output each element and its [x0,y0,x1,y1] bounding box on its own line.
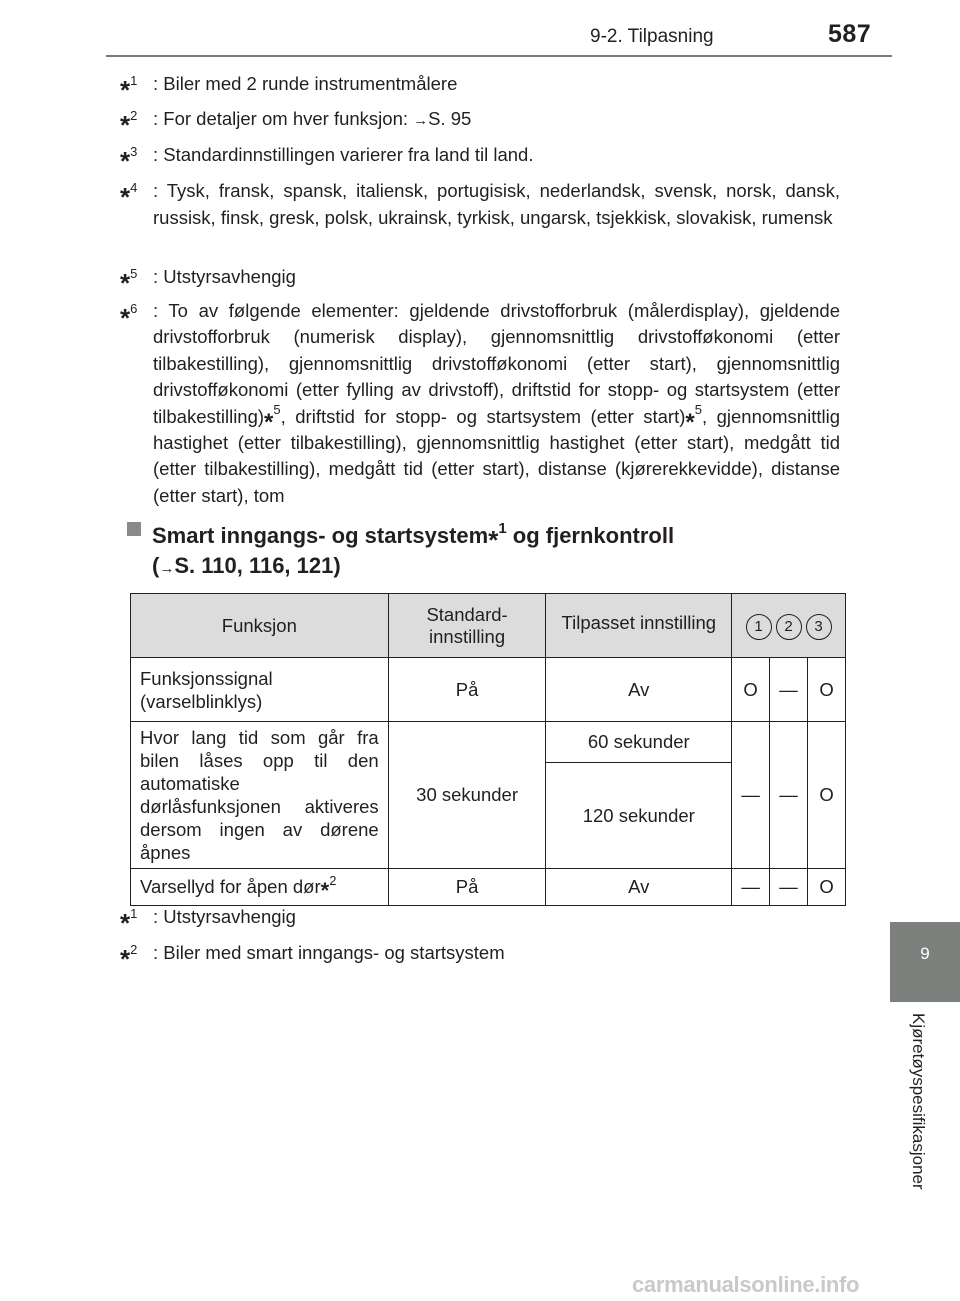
col-header-function: Funksjon [131,594,389,658]
footnote-text: : To av følgende elementer: gjeldende drivstofforbruk (målerdisplay), gjeldende drivstofforbruk (numerisk display), gjennomsnittlig drivstofføkonomi (etter tilbakestilling), gjennomsnittlig drivstofføkonomi (etter start), gjennomsnittlig drivstofføkonomi (etter fylling av drivstoff), driftstid for stopp- og startsystem (etter tilbakestilling)*$^5$, driftstid for stopp- og startsystem (etter start)*$^5$, gjennomsnittlig hastighet (etter tilbakestilling), gjennomsnittlig hastighet (etter start), medgått tid (etter tilbakestilling), medgått tid (etter start), distanse (kjørerekkevidde), distanse (etter start), tom [153,300,840,506]
watermark: carmanualsonline.info [632,1272,860,1297]
square-bullet-icon [127,522,141,536]
circled-number-1: 1 [746,614,772,640]
page-number: 587 [828,20,872,48]
footnote-text: : Utstyrsavhengig [153,906,296,927]
table-row [131,722,846,763]
footnote-2: *$^2$ : For detaljer om hver funksjon: →S. 95 [120,105,840,134]
col-header-vehicle-types [732,594,846,658]
cell-custom: Av [546,658,732,722]
cell-default: På [388,869,546,906]
page-ref-arrow-icon: → [413,112,429,129]
footnote-text: : Biler med smart inngangs- og startsystem [153,942,505,963]
cell-custom: 120 sekunder [546,763,732,869]
cell-default: På [388,658,546,722]
col-header-default: Standard- innstilling [388,594,546,658]
footnote-text: : Biler med 2 runde instrumentmålere [153,73,458,94]
footnote-6: *$^6$ : To av følgende elementer: gjeldende drivstofforbruk (målerdisplay), gjeldende drivstofforbruk (numerisk display), gjennomsnittlig drivstofføkonomi (etter tilbakestilling), gjennomsnittlig drivstofføkonomi (etter start), gjennomsnittlig drivstofføkonomi (etter fylling av drivstoff), driftstid for stopp- og startsystem (etter tilbakestilling)*$^5$, driftstid for stopp- og startsystem (etter start)*$^5$, gjennomsnittlig hastighet (etter tilbakestilling), gjennomsnittlig hastighet (etter start), medgått tid (etter tilbakestilling), medgått tid (etter start), distanse (kjørerekkevidde), distanse (etter start), tom [120,298,840,509]
cell-custom: Av [546,869,732,906]
chapter-label: Kjøretøyspesifikasjoner [909,1013,928,1190]
footnote-text: : Standardinnstillingen varierer fra land til land. [153,144,534,165]
table-footnote-1: *$^1$ : Utstyrsavhengig [120,903,840,930]
footnote-5: *$^5$ : Utstyrsavhengig [120,263,840,290]
footnote-text: : For detaljer om hver funksjon: →S. 95 [153,108,472,129]
header-section-title: 9-2. Tilpasning [590,26,714,47]
table-footnote-2: *$^2$ : Biler med smart inngangs- og startsystem [120,939,840,966]
table-row [131,869,846,906]
cell-type-1: — [732,869,770,906]
circled-number-2: 2 [776,614,802,640]
table-header-row [131,594,846,658]
page-ref-arrow-icon: → [159,560,175,577]
cell-type-3: O [808,869,846,906]
cell-type-2: — [770,722,808,869]
cell-function: Varsellyd for åpen dør*$^2$ [131,869,389,906]
cell-type-1: — [732,722,770,869]
cell-type-3: O [808,722,846,869]
cell-default: 30 sekunder [388,722,546,869]
col-header-custom: Tilpasset innstilling [546,594,732,658]
footnote-text: : Utstyrsavhengig [153,266,296,287]
cell-function: Hvor lang tid som går fra bilen låses opp til den automatiske dørlåsfunksjonen aktiveres dersom ingen av dørene åpnes [131,722,389,869]
cell-custom: 60 sekunder [546,722,732,763]
header-divider [106,55,892,57]
cell-type-2: — [770,869,808,906]
footnote-4: *$^4$ : Tysk, fransk, spansk, italiensk, portugisisk, nederlandsk, svensk, norsk, dansk, russisk, finsk, gresk, polsk, ukrainsk, tyrkisk, ungarsk, tsjekkisk, slovakisk, rumensk [120,177,840,231]
chapter-number: 9 [920,944,930,963]
settings-table [130,593,846,906]
cell-type-1: O [732,658,770,722]
cell-type-3: O [808,658,846,722]
footnote-3: *$^3$ : Standardinnstillingen varierer fra land til land. [120,141,840,168]
circled-number-3: 3 [806,614,832,640]
cell-function: Funksjonssignal (varselblinklys) [131,658,389,722]
footnote-1: *$^1$ : Biler med 2 runde instrumentmålere [120,70,840,97]
cell-type-2: — [770,658,808,722]
table-row [131,658,846,722]
chapter-tab [890,922,960,1002]
footnote-text: : Tysk, fransk, spansk, italiensk, portugisisk, nederlandsk, svensk, norsk, dansk, russisk, finsk, gresk, polsk, ukrainsk, tyrkisk, ungarsk, tsjekkisk, slovakisk, rumensk [153,180,840,228]
